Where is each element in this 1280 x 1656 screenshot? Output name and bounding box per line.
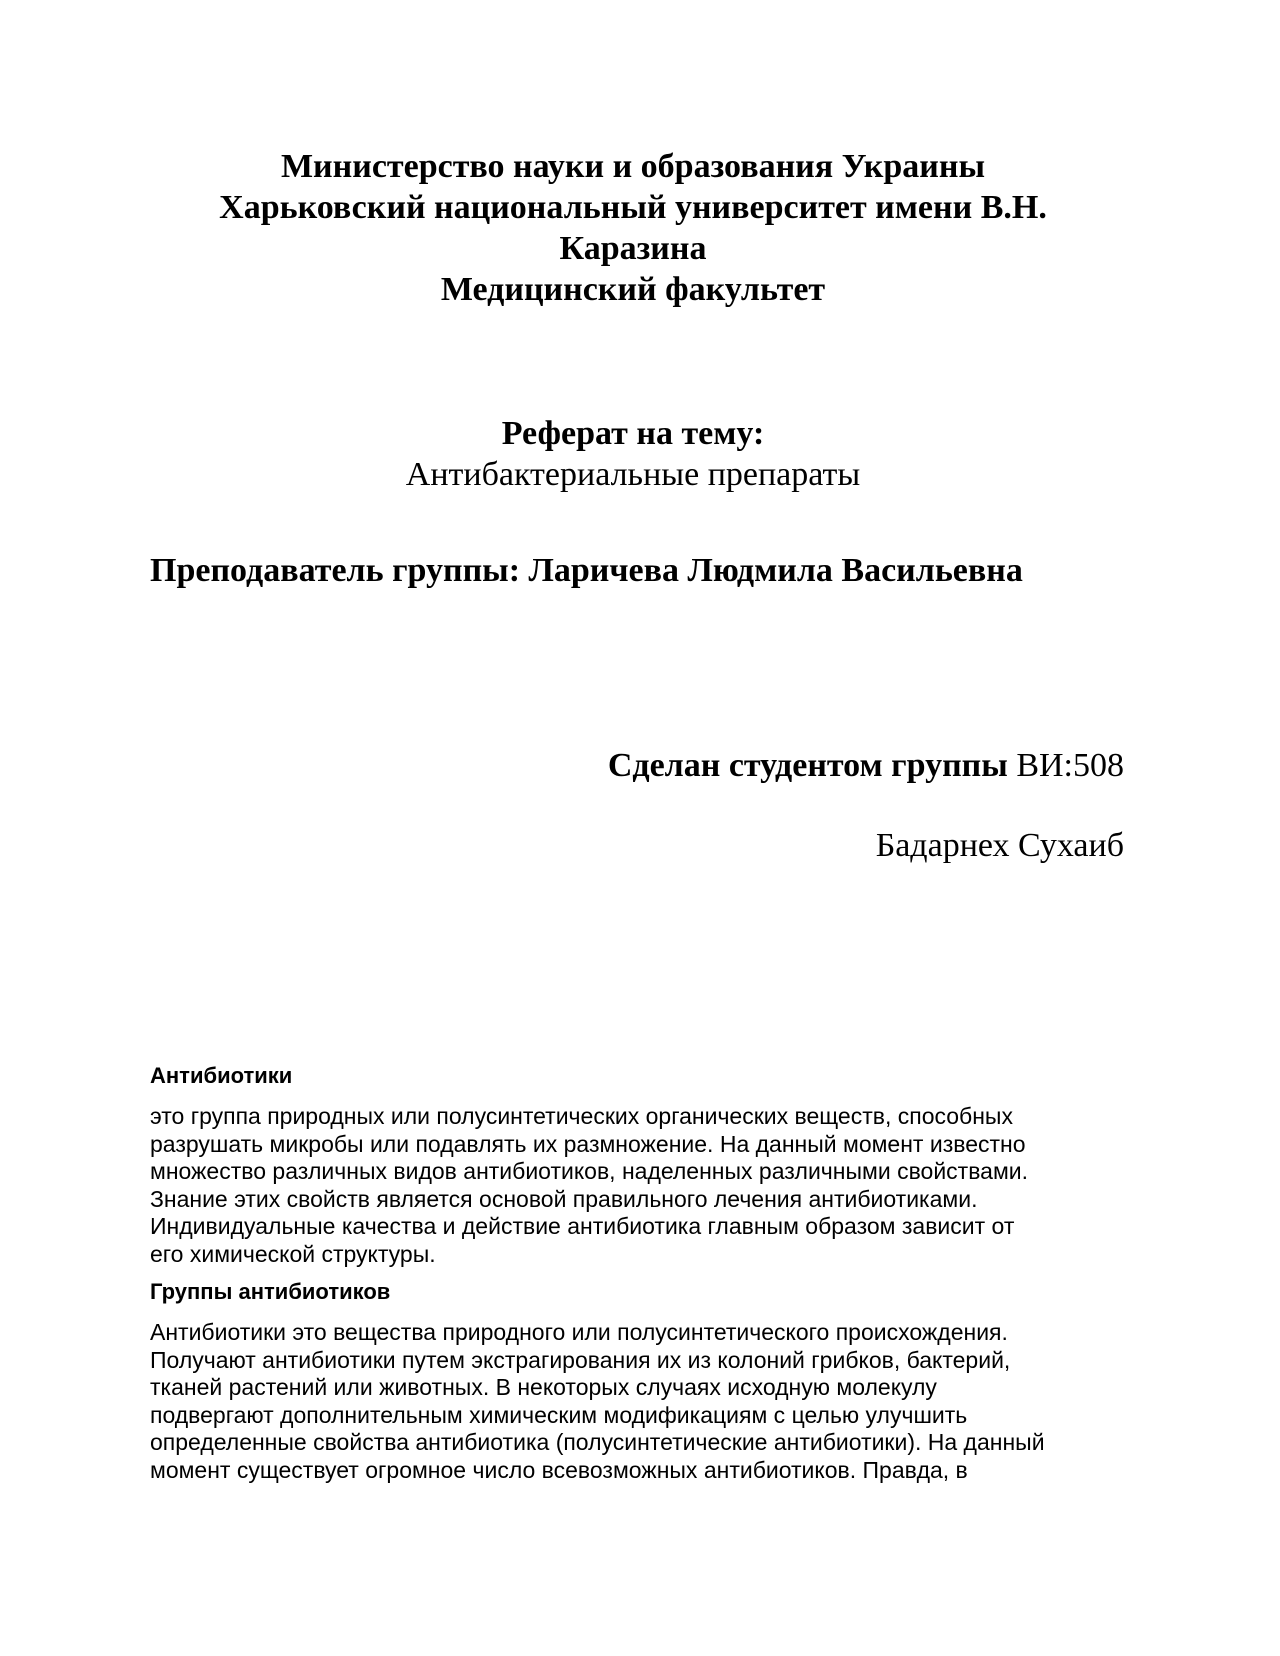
topic-title: Антибактериальные препараты — [405, 456, 861, 493]
paragraph-line: определенные свойства антибиотика (полусинтетические антибиотики). На данный — [150, 1429, 1045, 1456]
paragraph-line: множество различных видов антибиотиков, наделенных различными свойствами. — [150, 1158, 1029, 1185]
paragraph-line: момент существует огромное число всевозможных антибиотиков. Правда, в — [150, 1456, 968, 1483]
faculty-line: Медицинский факультет — [440, 271, 826, 308]
paragraph-line: разрушать микробы или подавлять их размножение. На данный момент известно — [150, 1130, 1026, 1157]
student-group-label: Сделан студентом группы — [607, 747, 1008, 784]
paragraph-line: его химической структуры. — [150, 1240, 436, 1267]
section-heading-antibiotic-groups: Группы антибиотиков — [150, 1279, 391, 1304]
section-paragraph-antibiotics — [150, 1103, 1130, 1269]
university-line-continued: Каразина — [559, 230, 707, 267]
section-paragraph-antibiotic-groups — [150, 1319, 1130, 1485]
paragraph-line: Антибиотики это вещества природного или полусинтетического происхождения. — [150, 1319, 1008, 1345]
student-group-code: ВИ:508 — [1016, 747, 1124, 784]
topic-block — [150, 413, 1116, 495]
student-name: Бадарнех Сухаиб — [875, 827, 1124, 864]
paragraph-line: Знание этих свойств является основой правильного лечения антибиотиками. — [150, 1185, 978, 1212]
paragraph-line: это группа природных или полусинтетических органических веществ, способных — [150, 1103, 1013, 1129]
section-heading-antibiotics: Антибиотики — [150, 1063, 293, 1088]
paragraph-line: Получают антибиотики путем экстрагирования их из колоний грибков, бактерий, — [150, 1346, 1011, 1373]
ministry-line: Министерство науки и образования Украины — [280, 148, 986, 185]
paragraph-line: Индивидуальные качества и действие антибиотика главным образом зависит от — [150, 1213, 1015, 1240]
university-line: Харьковский национальный университет имени В.Н. — [219, 189, 1047, 226]
paragraph-line: тканей растений или животных. В некоторых случаях исходную молекулу — [150, 1374, 937, 1401]
institution-header — [150, 146, 1116, 310]
teacher-line: Преподаватель группы: Ларичева Людмила Васильевна — [150, 552, 1023, 589]
topic-label: Реферат на тему: — [501, 415, 765, 452]
paragraph-line: подвергают дополнительным химическим модификациям с целью улучшить — [150, 1401, 968, 1428]
student-group-line — [608, 745, 1124, 786]
